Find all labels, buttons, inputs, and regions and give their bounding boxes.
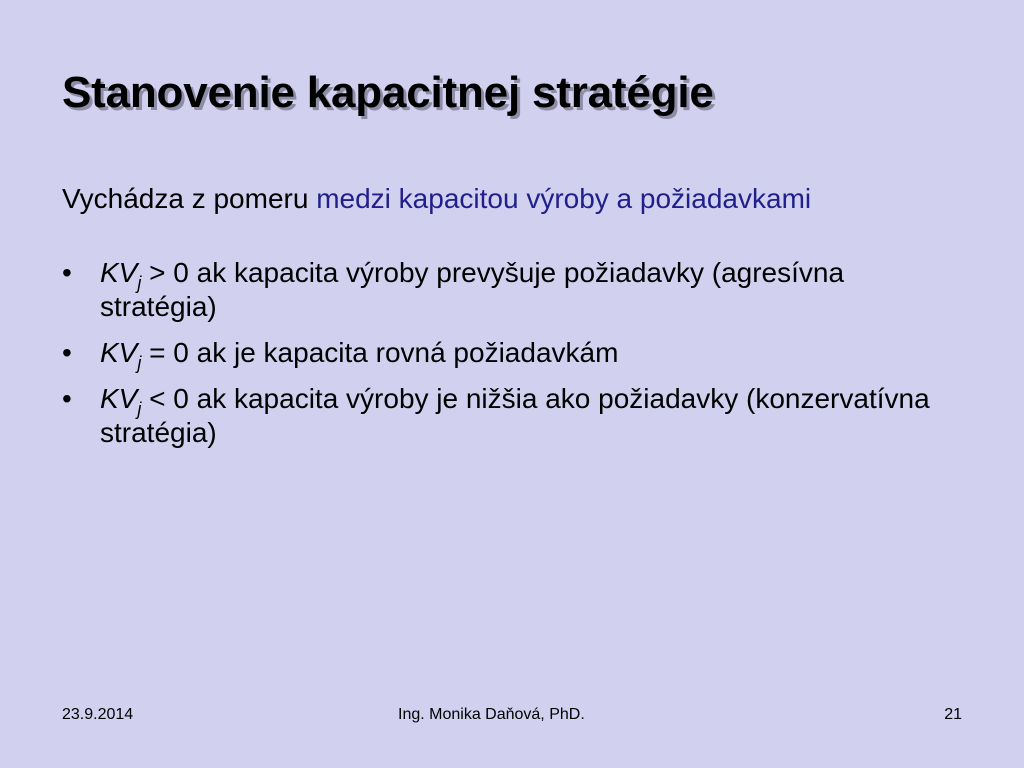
bullet-item-equal <box>62 336 942 373</box>
intro-text: Vychádza z pomeru <box>62 183 317 214</box>
slide-content <box>62 182 942 462</box>
variable-name: KV <box>100 383 138 414</box>
variable-kvj <box>100 257 142 293</box>
variable-kvj <box>100 337 142 373</box>
bullet-marker: • <box>62 257 72 288</box>
bullet-text: = 0 ak je kapacita rovná požiadavkám <box>141 337 619 368</box>
bullet-text: < 0 ak kapacita výroby je nižšia ako požiadavky (konzervatívna stratégia) <box>100 383 930 448</box>
intro-highlight: medzi kapacitou výroby a požiadavkami <box>316 183 812 214</box>
bullet-item-aggressive <box>62 256 942 324</box>
variable-subscript: j <box>137 353 142 373</box>
variable-subscript: j <box>137 399 142 419</box>
variable-name: KV <box>100 337 138 368</box>
slide-title: Stanovenie kapacitnej stratégie <box>62 68 714 117</box>
variable-name: KV <box>100 257 138 288</box>
variable-subscript: j <box>137 273 142 293</box>
bullet-list <box>62 256 942 450</box>
bullet-text: > 0 ak kapacita výroby prevyšuje požiadavky (agresívna stratégia) <box>100 257 845 322</box>
bullet-item-conservative <box>62 382 942 450</box>
bullet-marker: • <box>62 383 72 414</box>
variable-kvj <box>100 383 142 419</box>
intro-paragraph <box>62 182 942 216</box>
footer-date: 23.9.2014 <box>62 706 134 723</box>
page-number: 21 <box>944 706 962 723</box>
bullet-marker: • <box>62 337 72 368</box>
footer-author: Ing. Monika Daňová, PhD. <box>398 706 585 723</box>
